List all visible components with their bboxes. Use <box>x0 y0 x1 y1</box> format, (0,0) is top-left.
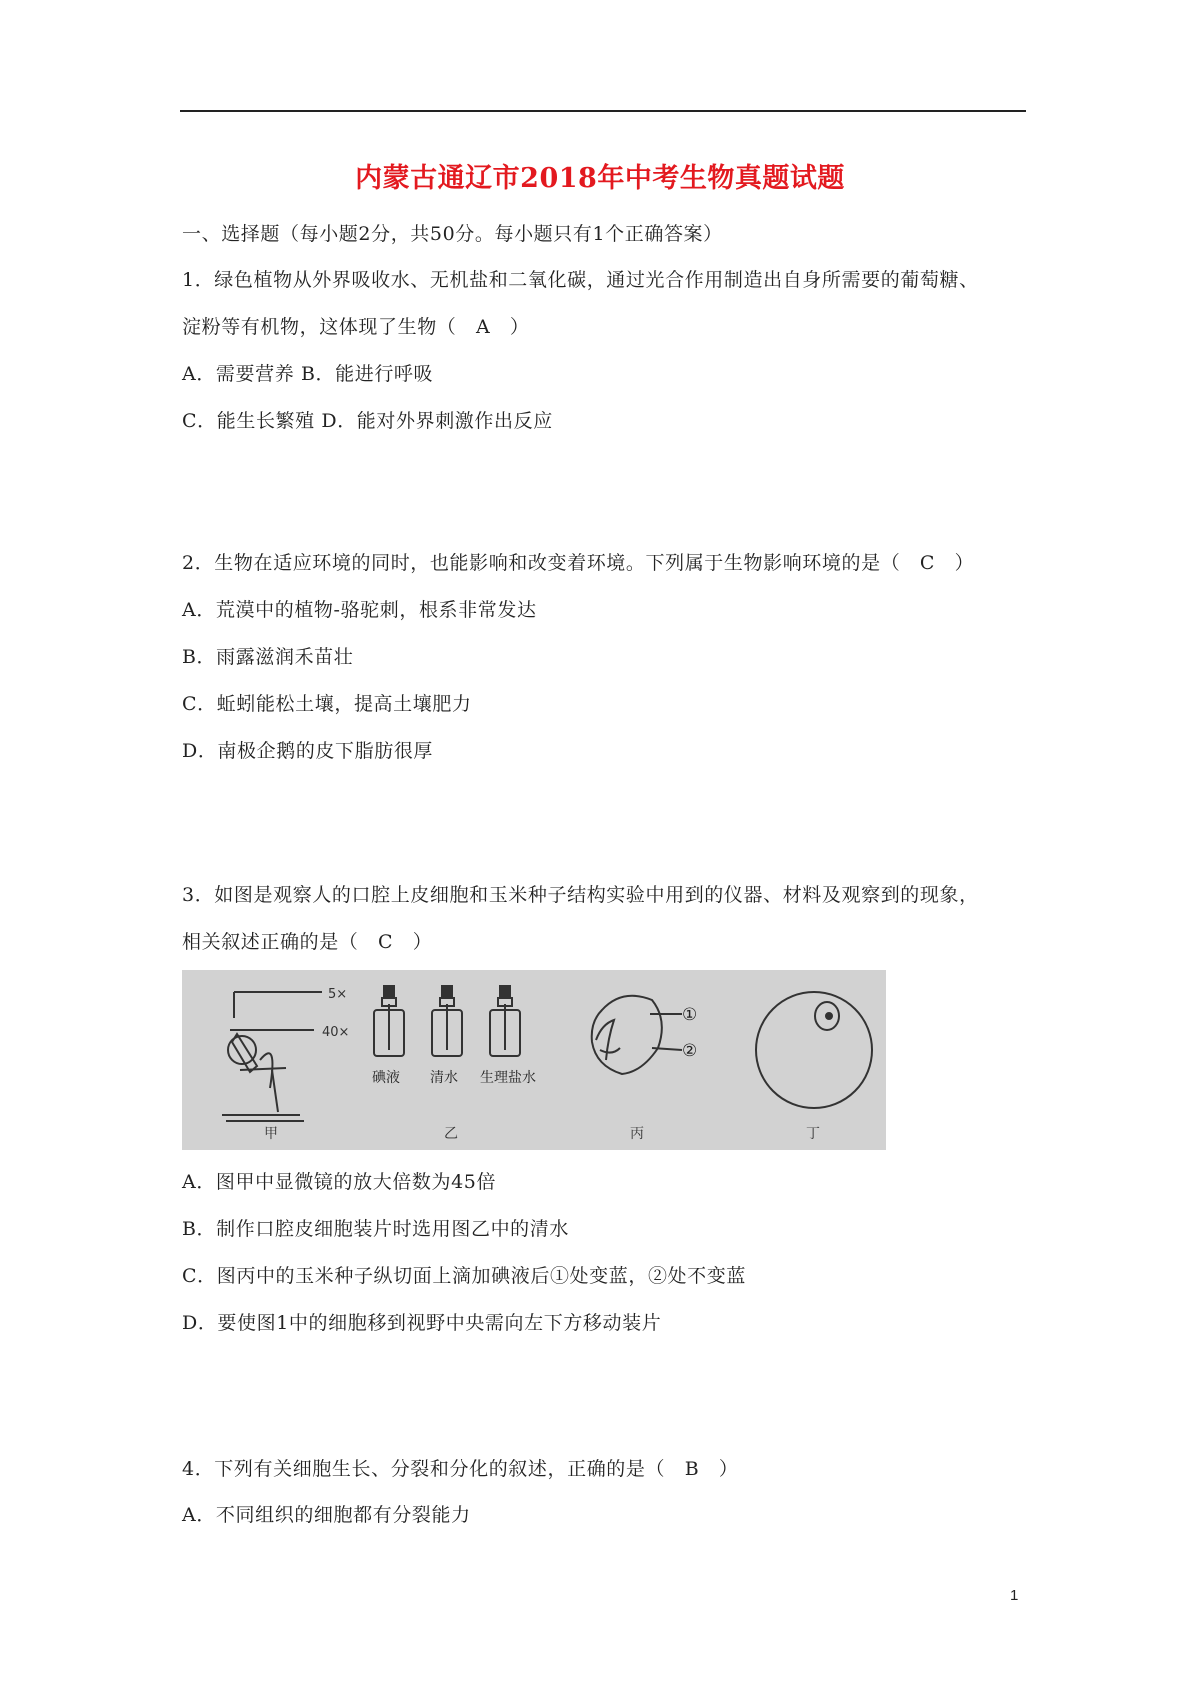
q4-option-a: A．不同组织的细胞都有分裂能力 <box>182 1504 471 1526</box>
saline-label: 生理盐水 <box>480 1070 536 1086</box>
q2-option-a: A．荒漠中的植物-骆驼刺，根系非常发达 <box>182 599 537 621</box>
q3-option-a: A．图甲中显微镜的放大倍数为45倍 <box>182 1171 497 1193</box>
panel-label-jia: 甲 <box>264 1126 278 1142</box>
q2-stem: 2．生物在适应环境的同时，也能影响和改变着环境。下列属于生物影响环境的是（ C ） <box>182 552 975 574</box>
q3-stem-line-1: 3．如图是观察人的口腔上皮细胞和玉米种子结构实验中用到的仪器、材料及观察到的现象， <box>182 884 979 906</box>
seed-label-1: ① <box>682 1005 698 1025</box>
q2-option-d: D．南极企鹅的皮下脂肪很厚 <box>182 740 434 762</box>
q3-stem-line-2: 相关叙述正确的是（ C ） <box>182 931 433 953</box>
q1-stem-line-1: 1．绿色植物从外界吸收水、无机盐和二氧化碳，通过光合作用制造出自身所需要的葡萄糖、 <box>182 269 979 291</box>
water-label: 清水 <box>430 1070 458 1086</box>
page-title: 内蒙古通辽市2018年中考生物真题试题 <box>355 163 845 194</box>
eyepiece-label: 5× <box>328 987 348 1002</box>
panel-label-bing: 丙 <box>630 1126 644 1142</box>
q1-stem-line-2: 淀粉等有机物，这体现了生物（ A ） <box>182 316 530 338</box>
q1-option-cd: C．能生长繁殖 D．能对外界刺激作出反应 <box>182 410 553 432</box>
q1-option-ab: A．需要营养 B．能进行呼吸 <box>182 363 434 385</box>
section-heading: 一、选择题（每小题2分，共50分。每小题只有1个正确答案） <box>182 223 723 245</box>
q3-option-d: D．要使图1中的细胞移到视野中央需向左下方移动装片 <box>182 1312 662 1334</box>
experiment-figure <box>182 970 886 1150</box>
objective-label: 40× <box>322 1025 350 1040</box>
iodine-label: 碘液 <box>372 1070 400 1086</box>
q3-option-b: B．制作口腔皮细胞装片时选用图乙中的清水 <box>182 1218 569 1240</box>
panel-label-ding: 丁 <box>806 1126 820 1142</box>
q2-option-c: C．蚯蚓能松土壤，提高土壤肥力 <box>182 693 472 715</box>
panel-label-yi: 乙 <box>444 1126 458 1142</box>
seed-label-2: ② <box>682 1041 698 1061</box>
page-number: 1 <box>1010 1587 1019 1604</box>
header-rule <box>180 110 1026 112</box>
q3-option-c: C．图丙中的玉米种子纵切面上滴加碘液后①处变蓝，②处不变蓝 <box>182 1265 746 1287</box>
q2-option-b: B．雨露滋润禾苗壮 <box>182 646 354 668</box>
q4-stem: 4．下列有关细胞生长、分裂和分化的叙述，正确的是（ B ） <box>182 1458 739 1480</box>
